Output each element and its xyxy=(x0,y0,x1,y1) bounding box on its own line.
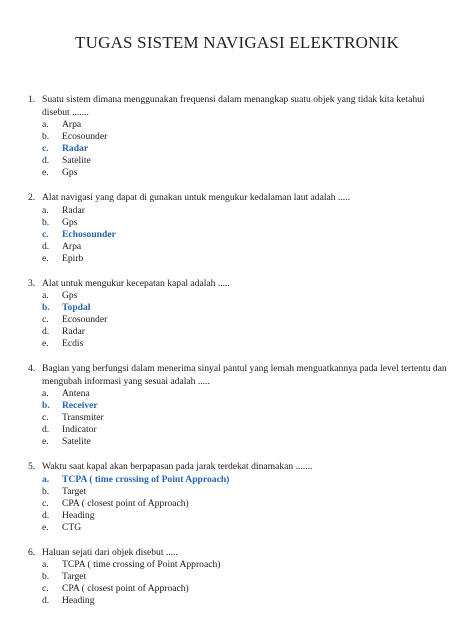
option-text: Ecosounder xyxy=(62,314,108,325)
answer-option-correct xyxy=(42,302,448,314)
option-letter: a. xyxy=(42,559,49,570)
answer-option xyxy=(42,522,448,534)
question-header xyxy=(28,192,448,205)
option-letter: b. xyxy=(42,302,50,313)
question-number: 3. xyxy=(28,277,36,289)
question-item xyxy=(28,363,448,448)
answer-option-correct xyxy=(42,143,448,155)
option-letter: e. xyxy=(42,252,49,264)
option-text: Gps xyxy=(62,216,78,228)
option-letter: d. xyxy=(42,424,50,435)
option-text: CTG xyxy=(62,521,82,533)
option-letter: b. xyxy=(42,216,50,228)
option-text: Satelite xyxy=(62,436,91,447)
option-text: CPA ( closest point of Approach) xyxy=(62,497,189,509)
answer-option xyxy=(42,338,448,350)
option-letter: c. xyxy=(42,143,49,154)
question-text: Bagian yang berfungsi dalam menerima sinyal pantul yang lemah menguatkannya pada level tertentu dan mengubah informasi yang sesuai adalah ..... xyxy=(42,363,447,387)
question-number: 5. xyxy=(28,461,36,472)
answer-option xyxy=(42,326,448,338)
option-letter: e. xyxy=(42,167,49,178)
answer-option xyxy=(42,436,448,448)
answer-option xyxy=(42,167,448,179)
question-text: Suatu sistem dimana menggunakan frequensi dalam menangkap suatu objek yang tidak kita ketahui disebut ....... xyxy=(42,94,425,118)
option-text: Radar xyxy=(62,204,85,216)
option-text: Arpa xyxy=(62,119,82,130)
option-text: Satelite xyxy=(62,155,91,166)
option-letter: e. xyxy=(42,521,49,533)
question-number: 4. xyxy=(28,363,36,374)
option-letter: c. xyxy=(42,314,49,325)
answer-option xyxy=(42,595,448,607)
option-letter: d. xyxy=(42,155,50,166)
answer-option-correct xyxy=(42,229,448,241)
question-text: Waktu saat kapal akan berpapasan pada jarak terdekat dinamakan ....... xyxy=(42,461,313,472)
answer-option xyxy=(42,290,448,302)
question-item xyxy=(28,278,448,351)
option-letter: d. xyxy=(42,326,50,337)
option-letter: b. xyxy=(42,400,50,411)
option-letter: b. xyxy=(42,131,50,142)
option-text: Transmiter xyxy=(62,412,104,423)
question-item xyxy=(28,94,448,179)
answer-option xyxy=(42,559,448,571)
option-text: Heading xyxy=(62,509,95,521)
option-text: Ecdis xyxy=(62,338,84,349)
question-item xyxy=(28,461,448,534)
option-letter: a. xyxy=(42,290,49,301)
option-letter: a. xyxy=(42,119,49,130)
option-text: Radar xyxy=(62,326,85,337)
document-title: TUGAS SISTEM NAVIGASI ELEKTRONIK xyxy=(75,33,399,52)
answer-option xyxy=(42,388,448,400)
answer-option xyxy=(42,583,448,595)
answer-option xyxy=(42,571,448,583)
option-letter: d. xyxy=(42,240,50,252)
option-text: Echosounder xyxy=(62,228,116,240)
answer-option xyxy=(42,412,448,424)
option-text: Receiver xyxy=(62,400,98,411)
question-number: 2. xyxy=(28,192,36,203)
question-item xyxy=(28,547,448,608)
option-text: Ecosounder xyxy=(62,131,108,142)
option-text: Target xyxy=(62,571,87,582)
question-header xyxy=(28,94,448,119)
question-item xyxy=(28,192,448,265)
option-text: Epirb xyxy=(62,252,84,264)
option-letter: e. xyxy=(42,436,49,447)
question-header xyxy=(28,278,448,291)
option-letter: c. xyxy=(42,497,49,509)
answer-option xyxy=(42,314,448,326)
answer-option xyxy=(42,155,448,167)
option-text: Antena xyxy=(62,388,90,399)
option-letter: b. xyxy=(42,571,50,582)
answer-option xyxy=(42,217,448,229)
option-text: Radar xyxy=(62,143,89,154)
question-text: Haluan sejati dari objek disebut ..... xyxy=(42,546,178,558)
answer-option xyxy=(42,498,448,510)
answer-option xyxy=(42,253,448,265)
answer-option xyxy=(42,510,448,522)
answer-option xyxy=(42,424,448,436)
option-text: Topdal xyxy=(62,302,91,313)
option-letter: d. xyxy=(42,509,50,521)
option-letter: a. xyxy=(42,388,49,399)
answer-option-correct xyxy=(42,474,448,486)
option-letter: c. xyxy=(42,583,49,594)
answer-option xyxy=(42,131,448,143)
option-text: TCPA ( time crossing of Point Approach) xyxy=(62,559,221,570)
question-header xyxy=(28,461,448,474)
option-letter: a. xyxy=(42,473,50,485)
option-letter: d. xyxy=(42,595,50,606)
option-text: Heading xyxy=(62,595,95,606)
answer-option xyxy=(42,119,448,131)
answer-option xyxy=(42,486,448,498)
question-text: Alat untuk mengukur kecepatan kapal adalah ..... xyxy=(42,277,230,289)
question-header xyxy=(28,547,448,560)
answer-option xyxy=(42,205,448,217)
option-text: Gps xyxy=(62,167,78,178)
question-header xyxy=(28,363,448,388)
question-number: 1. xyxy=(28,94,36,105)
question-list xyxy=(28,94,448,620)
option-letter: c. xyxy=(42,228,49,240)
option-letter: a. xyxy=(42,204,49,216)
option-text: TCPA ( time crossing of Point Approach) xyxy=(62,473,230,485)
option-text: Arpa xyxy=(62,240,82,252)
option-text: CPA ( closest point of Approach) xyxy=(62,583,189,594)
option-text: Target xyxy=(62,485,87,497)
option-text: Indicator xyxy=(62,424,97,435)
question-text: Alat navigasi yang dapat di gunakan untuk mengukur kedalaman laut adalah ..... xyxy=(42,192,350,203)
question-number: 6. xyxy=(28,546,36,558)
answer-option xyxy=(42,241,448,253)
option-letter: b. xyxy=(42,485,50,497)
option-letter: e. xyxy=(42,338,49,349)
option-text: Gps xyxy=(62,290,78,301)
option-letter: c. xyxy=(42,412,49,423)
answer-option-correct xyxy=(42,400,448,412)
